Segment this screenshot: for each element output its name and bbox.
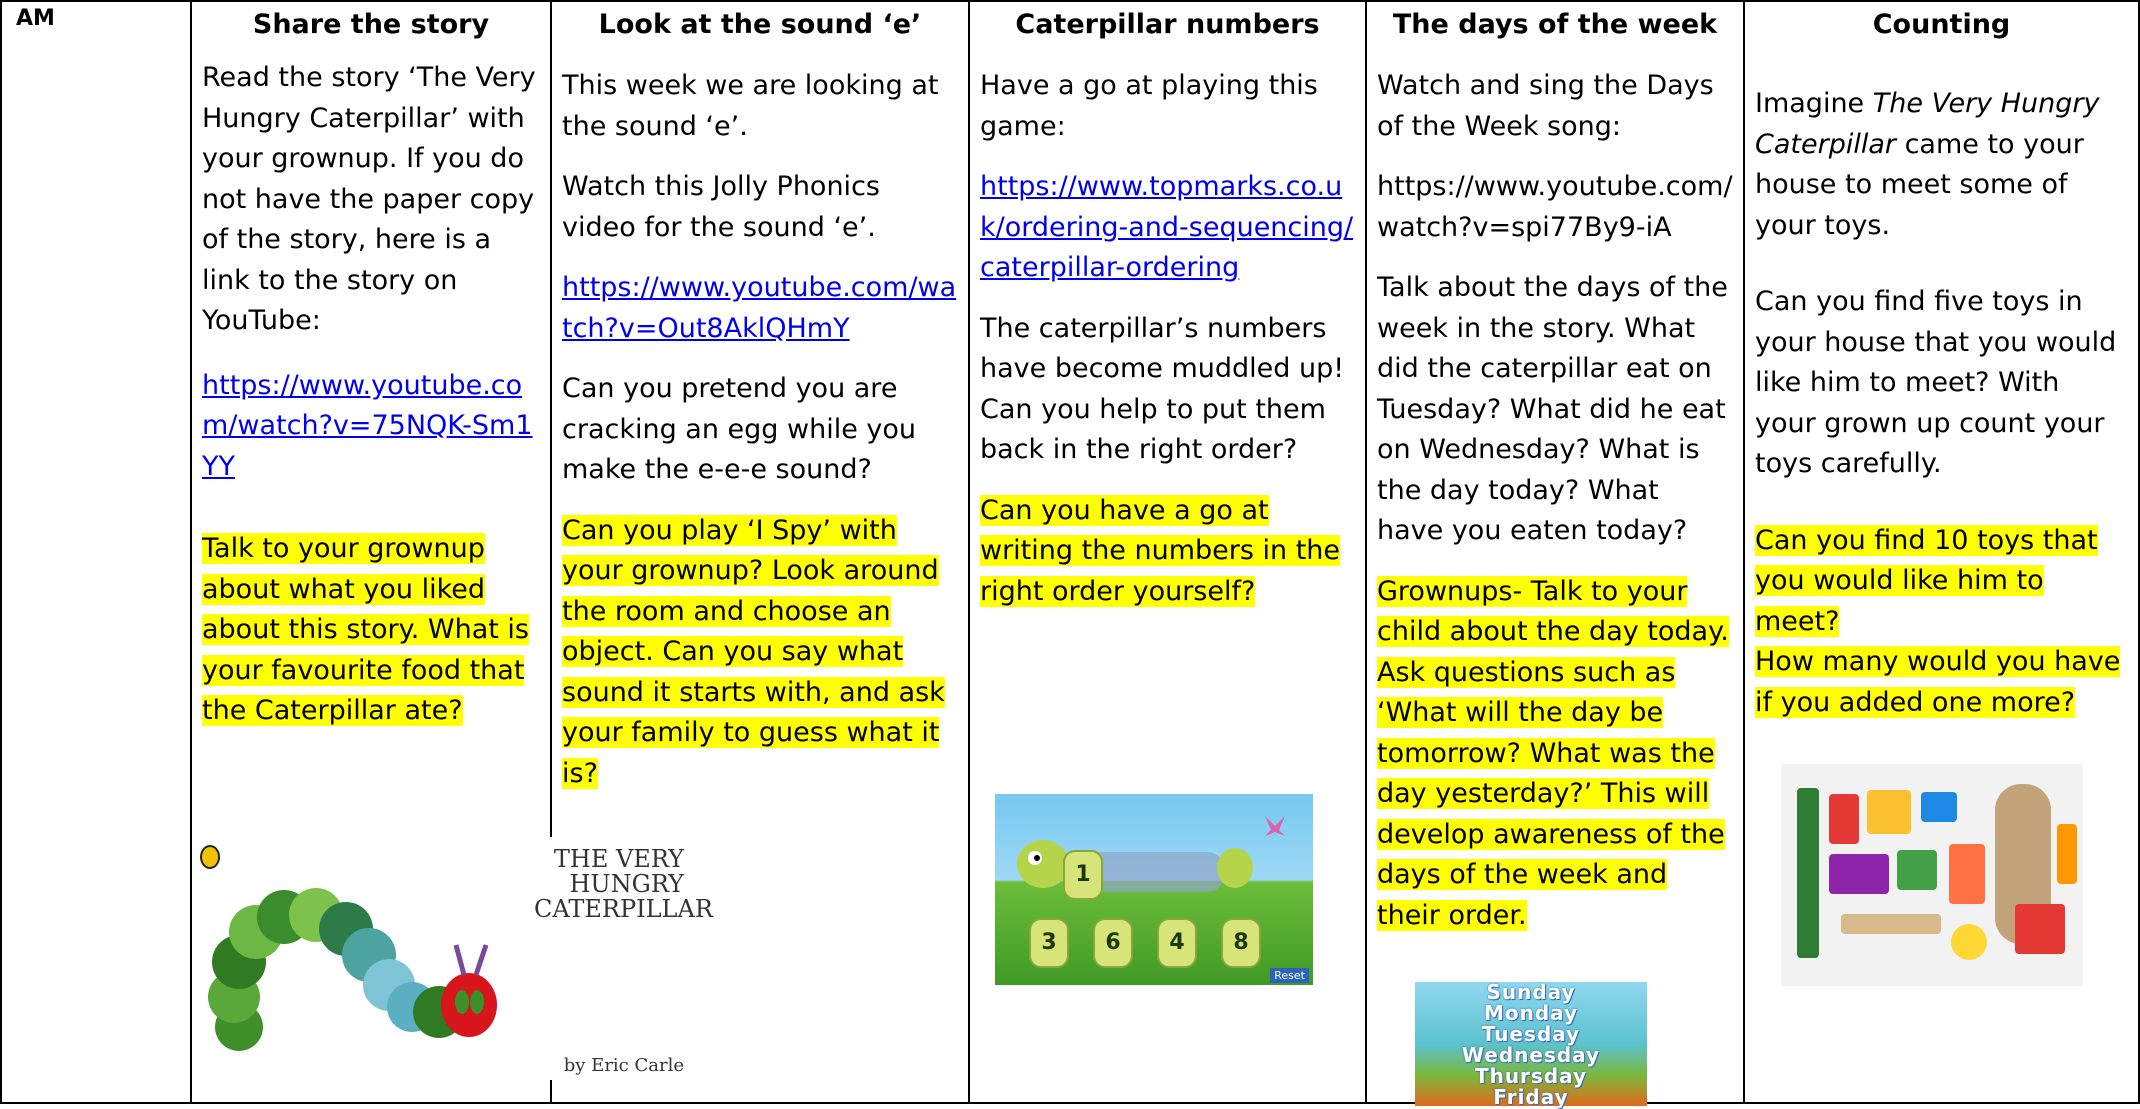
i-spy-highlight-text: Can you play ‘I Spy’ with your grownup? Look around the room and choose an object. Can you say what sound it starts with, and ask your family to guess what it is? — [562, 514, 945, 789]
game-tile-5: 8 — [1221, 918, 1261, 968]
heading-caterpillar-numbers: Caterpillar numbers — [1015, 9, 1320, 40]
five-toys-text: Can you find five toys in your house that you would like him to meet? With your grown up count your toys carefully. — [1755, 286, 2117, 479]
heading-counting: Counting — [1872, 9, 2011, 40]
game-reset-label: Reset — [1270, 968, 1309, 983]
day-label: Sunday — [1486, 980, 1576, 1004]
heading-days-of-week: The days of the week — [1392, 9, 1718, 40]
column-sound-e — [551, 1, 969, 1103]
jolly-phonics-link[interactable]: https://www.youtube.com/watch?v=Out8AklQHmY — [562, 272, 957, 344]
game-tile-4: 4 — [1157, 918, 1197, 968]
ten-toys-highlight-text: Can you find 10 toys that you would like him to meet? — [1755, 524, 2098, 637]
song-intro-text: Watch and sing the Days of the Week song: — [1377, 70, 1714, 142]
column-caterpillar-numbers — [969, 1, 1366, 1103]
column-counting — [1744, 1, 2139, 1103]
story-highlight-text: Talk to your grownup about what you liked about this story. What is your favourite food that the Caterpillar ate? — [202, 533, 529, 726]
topmarks-game-link[interactable]: https://www.topmarks.co.uk/ordering-and-sequencing/caterpillar-ordering — [980, 171, 1354, 283]
day-label: Friday — [1493, 1085, 1569, 1109]
days-song-url-text: https://www.youtube.com/watch?v=spi77By9-iA — [1377, 171, 1733, 243]
days-discussion-text: Talk about the days of the week in the story. What did the caterpillar eat on Tuesday? What did he eat on Wednesday? What is the day today? What have you eaten today? — [1377, 272, 1728, 546]
day-label: Monday — [1483, 1001, 1579, 1025]
writing-numbers-highlight-text: Can you have a go at writing the numbers in the right order yourself? — [980, 494, 1341, 607]
day-label: Thursday — [1474, 1064, 1588, 1088]
game-tile-3: 6 — [1093, 918, 1133, 968]
sound-e-intro-text: This week we are looking at the sound ‘e’. — [562, 70, 939, 142]
day-label: Wednesday — [1461, 1043, 1601, 1067]
book-cover-author: by Eric Carle — [563, 1055, 684, 1076]
game-tile-1: 1 — [1063, 850, 1103, 900]
heading-share-the-story: Share the story — [252, 9, 490, 40]
game-tile-2: 3 — [1029, 918, 1069, 968]
caterpillar-game-screenshot — [995, 794, 1313, 985]
grownups-highlight-text: Grownups- Talk to your child about the day today. Ask questions such as ‘What will the day be tomorrow? What was the day yesterday?’ This will develop awareness of the days of the week and their order. — [1377, 575, 1729, 931]
story-intro-text: Read the story ‘The Very Hungry Caterpillar’ with your grownup. If you do not have the paper copy of the story, here is a link to the story on YouTube: — [202, 62, 536, 336]
numbers-muddled-text: The caterpillar’s numbers have become muddled up! Can you help to put them back in the right order? — [980, 312, 1345, 465]
imagine-text: Imagine The Very Hungry Caterpillar came to your house to meet some of your toys. — [1755, 88, 2100, 241]
one-more-highlight-text: How many would you have if you added one more? — [1755, 646, 2121, 718]
story-youtube-link[interactable]: https://www.youtube.com/watch?v=75NQK-Sm1YY — [202, 369, 533, 482]
heading-sound-e: Look at the sound ‘e’ — [598, 9, 922, 40]
toys-photo-image — [1781, 764, 2083, 986]
game-intro-text: Have a go at playing this game: — [980, 70, 1318, 142]
sound-e-video-text: Watch this Jolly Phonics video for the sound ‘e’. — [562, 171, 880, 243]
days-of-week-image — [1415, 980, 1647, 1109]
column-days-of-week — [1366, 1, 1744, 1109]
book-cover-title: THE VERY HUNGRY CATERPILLAR — [534, 845, 713, 923]
day-label: Tuesday — [1481, 1022, 1581, 1046]
column-share-the-story — [191, 1, 713, 1103]
caterpillar-illustration-icon — [194, 837, 494, 1080]
row-label-am: AM — [1, 1, 191, 1103]
egg-activity-text: Can you pretend you are cracking an egg while you make the e-e-e sound? — [562, 373, 917, 485]
